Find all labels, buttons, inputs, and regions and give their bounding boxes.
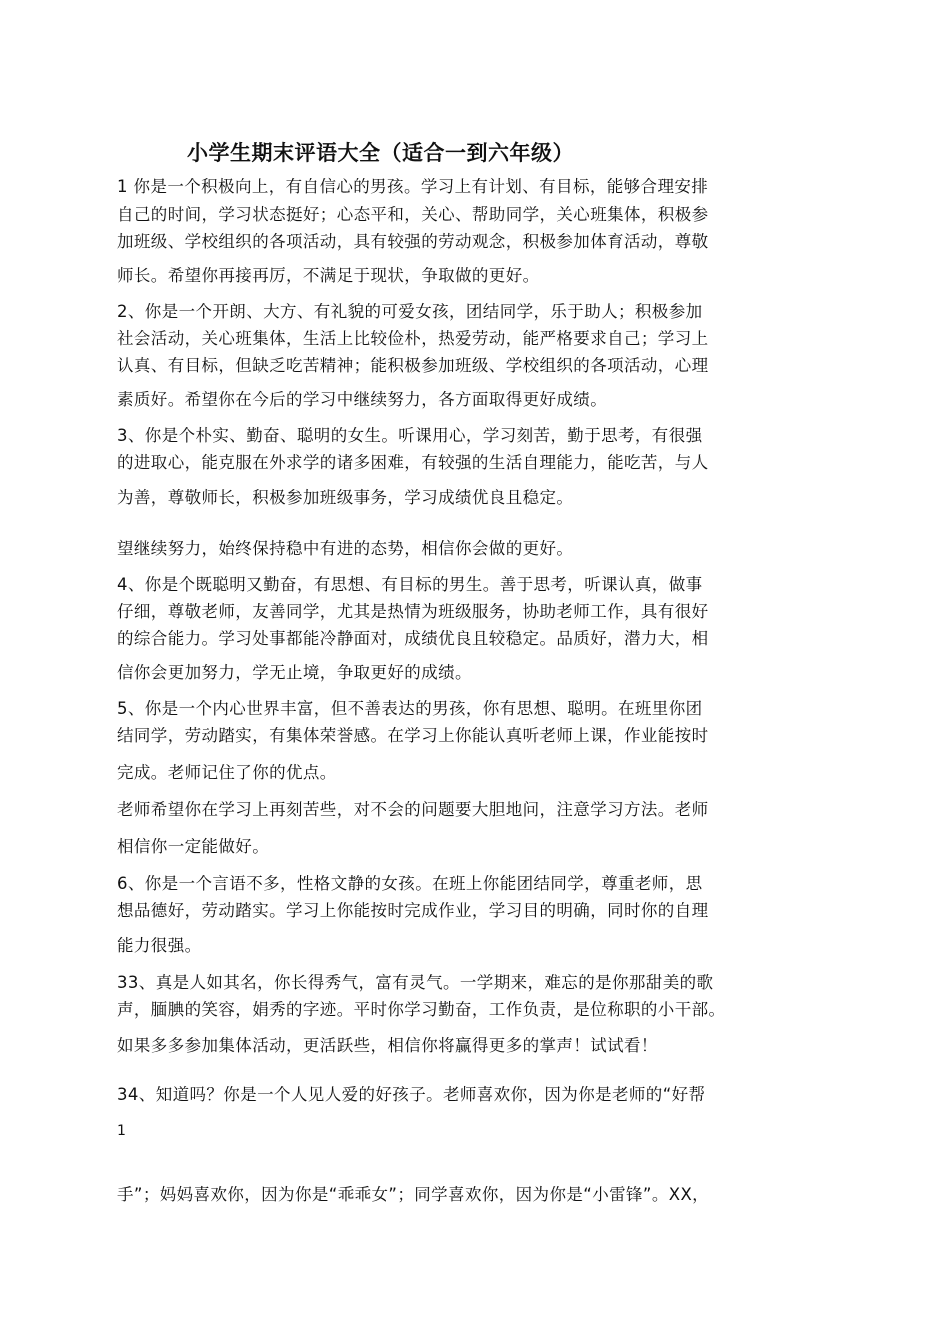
text-line: 如果多多参加集体活动，更活跃些，相信你将赢得更多的掌声！试试看！ — [117, 1036, 658, 1055]
text-line: 完成。老师记住了你的优点。 — [117, 763, 337, 782]
text-line: 社会活动，关心班集体，生活上比较俭朴，热爱劳动，能严格要求自己；学习上 — [117, 329, 709, 348]
text-line: 手”；妈妈喜欢你，因为你是“乖乖女”；同学喜欢你，因为你是“小雷锋”。XX， — [117, 1185, 710, 1204]
text-line: 声，腼腆的笑容，娟秀的字迹。平时你学习勤奋，工作负责，是位称职的小干部。 — [117, 1000, 726, 1019]
text-line: 的综合能力。学习处事都能冷静面对，成绩优良且较稳定。品质好，潜力大，相 — [117, 629, 709, 648]
text-line: 的进取心，能克服在外求学的诸多困难，有较强的生活自理能力，能吃苦，与人 — [117, 453, 709, 472]
document-title: 小学生期末评语大全（适合一到六年级） — [187, 141, 574, 165]
text-line: 自己的时间，学习状态挺好；心态平和，关心、帮助同学，关心班集体，积极参 — [117, 205, 709, 224]
text-line: 4、你是个既聪明又勤奋，有思想、有目标的男生。善于思考，听课认真，做事 — [117, 575, 703, 594]
text-line: 仔细，尊敬老师，友善同学，尤其是热情为班级服务，协助老师工作，具有很好 — [117, 602, 709, 621]
text-line: 加班级、学校组织的各项活动，具有较强的劳动观念，积极参加体育活动，尊敬 — [117, 232, 709, 251]
text-line: 5、你是一个内心世界丰富，但不善表达的男孩，你有思想、聪明。在班里你团 — [117, 699, 703, 718]
text-line: 34、知道吗？你是一个人见人爱的好孩子。老师喜欢你，因为你是老师的“好帮 — [117, 1085, 706, 1104]
text-line: 3、你是个朴实、勤奋、聪明的女生。听课用心，学习刻苦，勤于思考，有很强 — [117, 426, 703, 445]
text-line: 想品德好，劳动踏实。学习上你能按时完成作业，学习目的明确，同时你的自理 — [117, 901, 709, 920]
text-line: 相信你一定能做好。 — [117, 837, 270, 856]
text-line: 能力很强。 — [117, 936, 202, 955]
text-line: 师长。希望你再接再厉，不满足于现状，争取做的更好。 — [117, 266, 540, 285]
text-line: 2、你是一个开朗、大方、有礼貌的可爱女孩，团结同学，乐于助人；积极参加 — [117, 302, 703, 321]
text-line: 为善，尊敬师长，积极参加班级事务，学习成绩优良且稳定。 — [117, 488, 574, 507]
text-line: 结同学，劳动踏实，有集体荣誉感。在学习上你能认真听老师上课，作业能按时 — [117, 726, 709, 745]
text-line: 33、真是人如其名，你长得秀气，富有灵气。一学期来，难忘的是你那甜美的歌 — [117, 973, 714, 992]
text-line: 认真、有目标，但缺乏吃苦精神；能积极参加班级、学校组织的各项活动，心理 — [117, 356, 709, 375]
text-line: 6、你是一个言语不多，性格文静的女孩。在班上你能团结同学，尊重老师，思 — [117, 874, 703, 893]
page-number: 1 — [117, 1123, 126, 1139]
text-line: 信你会更加努力，学无止境，争取更好的成绩。 — [117, 663, 472, 682]
text-line: 1 你是一个积极向上，有自信心的男孩。学习上有计划、有目标，能够合理安排 — [117, 177, 709, 196]
text-line: 素质好。希望你在今后的学习中继续努力，各方面取得更好成绩。 — [117, 390, 608, 409]
text-line: 老师希望你在学习上再刻苦些，对不会的问题要大胆地问，注意学习方法。老师 — [117, 800, 709, 819]
text-line: 望继续努力，始终保持稳中有进的态势，相信你会做的更好。 — [117, 539, 574, 558]
